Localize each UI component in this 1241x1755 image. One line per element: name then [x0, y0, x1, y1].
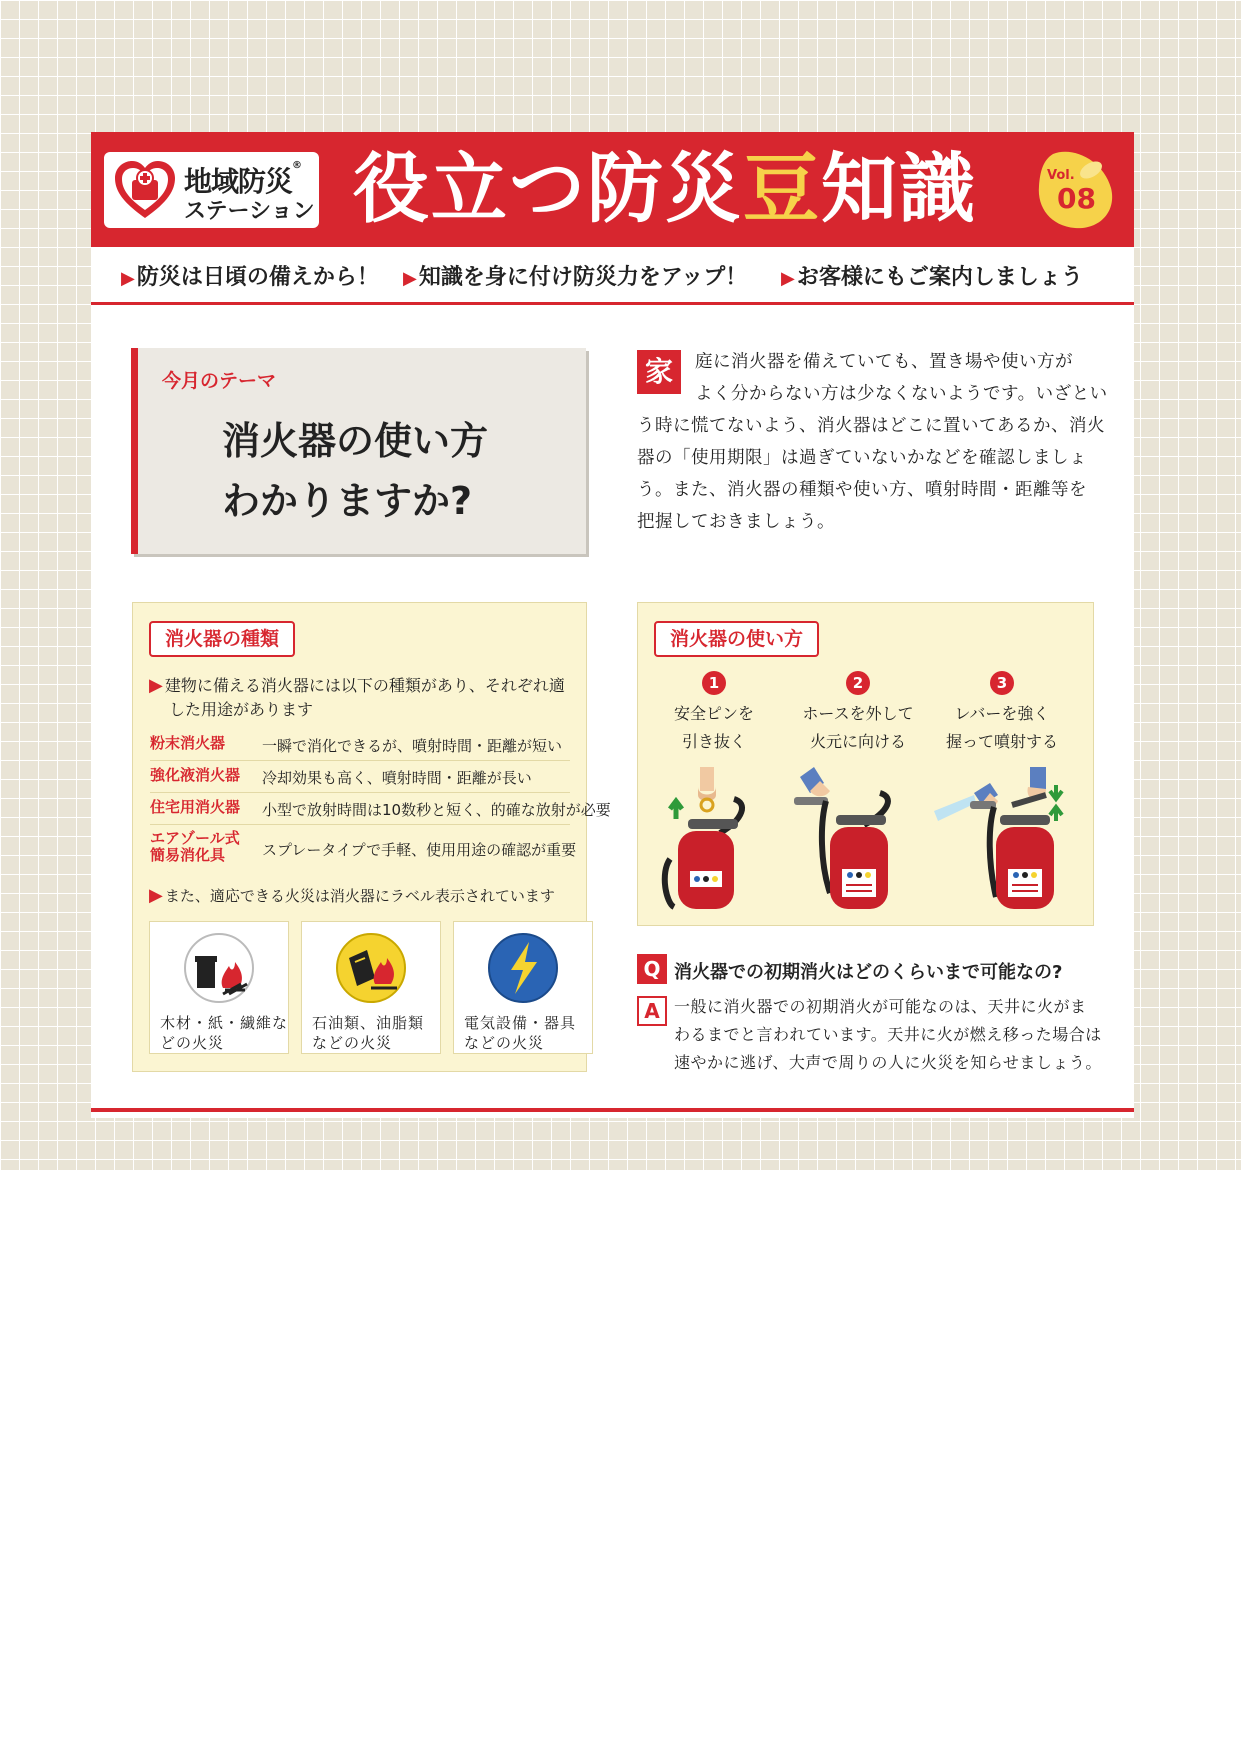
types-lead-line2: した用途があります	[169, 700, 314, 719]
registered-mark: ®	[292, 160, 302, 171]
step-text-line1: レバーを強く	[954, 704, 1050, 723]
types-lead-line1: ▶ 建物に備える消火器には以下の種類があり、それぞれ適	[149, 675, 565, 696]
step-number: 3	[990, 671, 1014, 695]
newsletter-sheet	[91, 132, 1134, 1118]
type-row	[150, 793, 611, 825]
extinguisher-usage-panel	[637, 602, 1094, 926]
fire-label-line1: 石油類、油脂類	[312, 1014, 425, 1032]
step-text-line2: 火元に向ける	[809, 732, 906, 751]
type-desc: 一瞬で消化できるが、噴射時間・距離が短い	[262, 737, 563, 755]
question-mark-badge: Q	[637, 954, 667, 984]
type-name: 住宅用消火器	[150, 798, 241, 816]
intro-line: 器の「使用期限」は過ぎていないかなどを確認しましょ	[637, 448, 1087, 468]
theme-kicker: 今月のテーマ	[162, 370, 277, 392]
usage-heading: 消火器の使い方	[654, 621, 819, 657]
bottom-divider	[91, 1108, 1134, 1112]
answer-line: 一般に消火器での初期消火が可能なのは、天井に火がま	[674, 997, 1087, 1016]
type-name: 粉末消火器	[150, 734, 226, 752]
aim-hose-illustration-icon	[790, 763, 920, 913]
heart-shield-logo-icon	[112, 158, 178, 222]
step-text-line1: 安全ピンを	[673, 704, 754, 723]
tagline-bar	[91, 260, 1134, 290]
type-row	[150, 729, 570, 761]
type-desc: 冷却効果も高く、噴射時間・距離が長い	[262, 769, 532, 787]
tagline-item: ▶お客様にもご案内しましょう	[781, 265, 1083, 290]
answer-line: 速やかに逃げ、大声で周りの人に火災を知らせましょう。	[674, 1053, 1102, 1072]
step-text-line1: ホースを外して	[802, 704, 914, 723]
fire-label-line2: などの火災	[312, 1034, 393, 1052]
step-number: 2	[846, 671, 870, 695]
triangle-bullet-icon: ▶	[781, 268, 795, 289]
pull-pin-illustration-icon	[648, 763, 778, 913]
squeeze-lever-illustration-icon	[934, 763, 1064, 913]
fire-label-line1: 電気設備・器具	[464, 1014, 577, 1032]
theme-title-line1: 消火器の使い方	[222, 419, 489, 463]
oil-fire-label-icon	[335, 932, 407, 1004]
fire-label-card	[301, 921, 441, 1054]
triangle-bullet-icon: ▶	[403, 268, 417, 289]
type-row	[150, 825, 577, 871]
intro-line: う時に慌てないよう、消火器はどこに置いてあるか、消火	[637, 416, 1105, 436]
triangle-bullet-icon: ▶	[149, 885, 163, 906]
logo-line1: 地域防災®	[184, 160, 302, 198]
label-lead: ▶ また、適応できる火災は消火器にラベル表示されています	[149, 885, 555, 906]
type-name: エアゾール式	[150, 829, 240, 847]
intro-drop-cap: 家	[637, 350, 681, 394]
fire-label-line2: などの火災	[464, 1034, 545, 1052]
step-text-line2: 握って噴射する	[945, 732, 1058, 751]
tagline-divider	[91, 302, 1134, 305]
volume-number: 08	[1057, 182, 1096, 215]
tagline-item: ▶知識を身に付け防災力をアップ！	[403, 265, 748, 290]
type-desc: スプレータイプで手軽、使用用途の確認が重要	[262, 841, 577, 859]
extinguisher-types-panel	[132, 602, 611, 1072]
step-number: 1	[702, 671, 726, 695]
volume-label: Vol.	[1047, 168, 1075, 183]
logo-line2: ステーション	[184, 199, 315, 224]
fire-label-line2: どの火災	[160, 1034, 225, 1052]
type-name: 強化液消火器	[150, 766, 241, 784]
intro-line: う。また、消火器の種類や使い方、噴射時間・距離等を	[637, 480, 1087, 500]
theme-title-line2: わかりますか?	[222, 479, 473, 523]
triangle-bullet-icon: ▶	[121, 268, 135, 289]
types-heading: 消火器の種類	[149, 621, 295, 657]
page-title: 役立つ防災豆知識	[353, 144, 977, 233]
fire-label-card	[453, 921, 593, 1054]
electrical-fire-label-icon	[487, 932, 559, 1004]
logo	[104, 152, 319, 228]
step-text-line2: 引き抜く	[681, 732, 746, 751]
theme-box	[131, 348, 586, 554]
intro-line: 庭に消火器を備えていても、置き場や使い方が	[695, 352, 1073, 372]
answer-mark-badge: A	[637, 996, 667, 1026]
question-text: 消火器での初期消火はどのくらいまで可能なの?	[674, 962, 1063, 983]
tagline-item: ▶防災は日頃の備えから！	[121, 265, 379, 290]
fire-label-line1: 木材・紙・繊維な	[160, 1014, 289, 1032]
triangle-bullet-icon: ▶	[149, 675, 163, 696]
type-name-line2: 簡易消化具	[150, 846, 226, 864]
ordinary-fire-label-icon	[183, 932, 255, 1004]
header-banner	[91, 132, 1134, 247]
fire-label-card	[149, 921, 289, 1054]
intro-line: 把握しておきましょう。	[637, 512, 835, 532]
intro-line: よく分からない方は少なくないようです。いざとい	[695, 384, 1108, 404]
type-desc: 小型で放射時間は10数秒と短く、的確な放射が必要	[262, 801, 611, 819]
type-row	[150, 761, 570, 793]
answer-line: わるまでと言われています。天井に火が燃え移った場合は	[674, 1025, 1102, 1044]
